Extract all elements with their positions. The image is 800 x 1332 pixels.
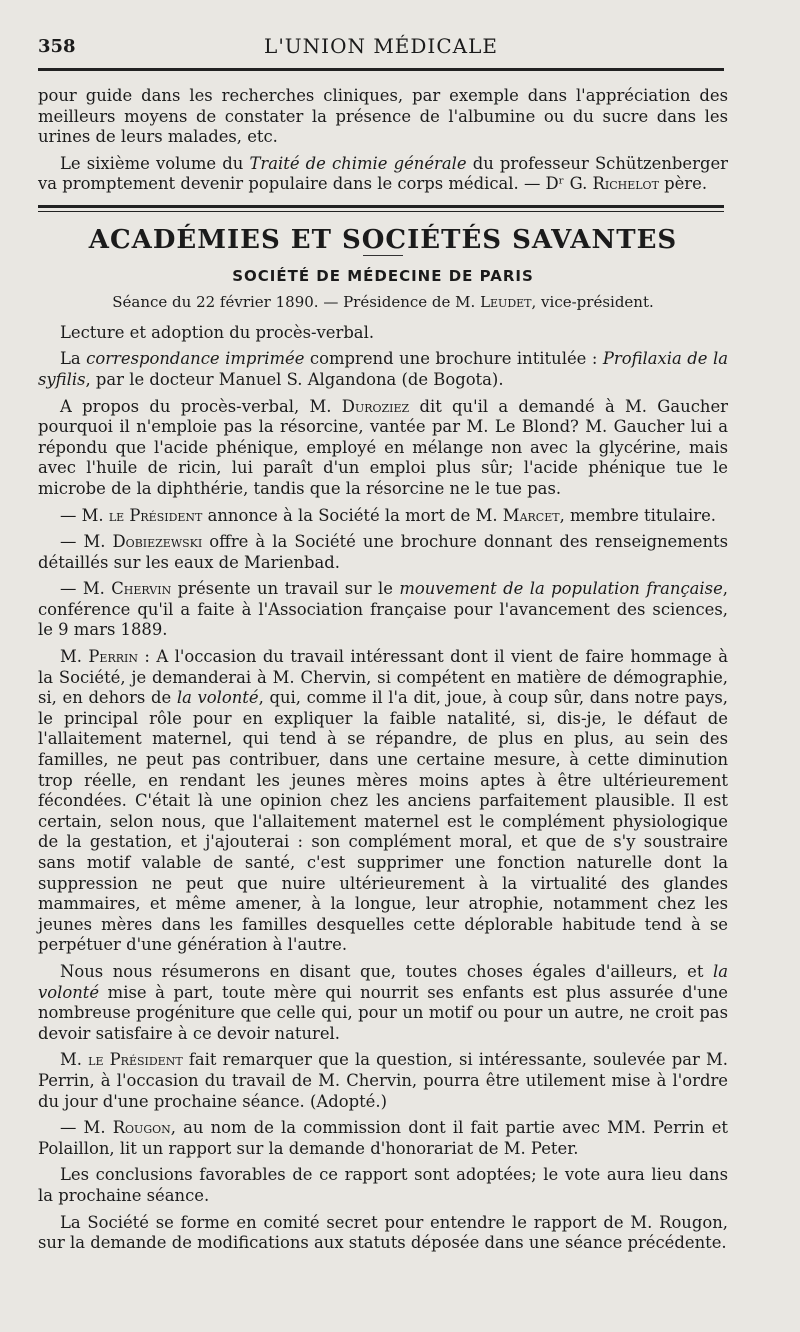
text-run: , par le docteur Manuel S. Algandona (de Bogota). xyxy=(85,369,504,389)
text-run: M. xyxy=(60,647,89,667)
text-run: du professeur Schützenberger va promptement devenir populaire dans le corps médical. — Dʳ G. xyxy=(38,153,728,194)
header-rule xyxy=(38,68,724,71)
page-number: 358 xyxy=(38,36,76,57)
page-header xyxy=(38,32,724,62)
text-run: dit qu'il a demandé à M. Gaucher pourquoi il n'emploie pas la résorcine, vantée par M. Le Blond? M. Gaucher lui a répondu que l'acide phénique, employé en mélange non avec la glycérine, mais avec l'huile de ricin, lui paraît d'un emploi plus sûr; l'acide phénique tue le microbe de la diphthérie, tandis que la résorcine ne le tue pas. xyxy=(38,396,728,498)
paragraph-marcet xyxy=(38,506,728,527)
page-body xyxy=(38,86,728,1260)
text-run: A propos du procès-verbal, M. xyxy=(60,396,342,416)
person-name: le Président xyxy=(108,505,203,525)
text-run: , conférence qu'il a faite à l'Association française pour l'avancement des sciences, le 9 mars 1889. xyxy=(38,579,729,640)
text-run: — M. xyxy=(60,1118,113,1138)
paragraph-chervin xyxy=(38,579,728,641)
text-run: , qui, comme il l'a dit, joue, à coup sûr, dans notre pays, le principal rôle pour en expliquer la faible natalité, si, dis-je, le défaut de l'allaitement maternel, qui tend à se répandre, de plus en plus, au sein des familles, ne peut pas contribuer, dans une certaine mesure, à cette diminution trop réelle, en rendant les jeunes mères moins aptes à être ultérieurement fécondées. C'était là une opinion chez les anciens parfaitement plausible. Il est certain, selon nous, que l'allaitement maternel est le complément physiologique de la gestation, et j'ajouterai : son complément moral, et que de s'y soustraire sans motif valable de santé, c'est supprimer une fonction naturelle dont la suppression ne peut que nuire ultérieurement à la virtualité des glandes mammaires, et même amener, à la longue, leur atrophie, notamment chez les jeunes mères dans les familles desquelles cette déplorable habitude tend à se perpétuer d'une génération à l'autre. xyxy=(38,688,729,955)
text-run: fait remarquer que la question, si intéressante, soulevée par M. Perrin, à l'occasion du travail de M. Chervin, pourra être utilement mise à l'ordre du jour d'une prochaine séance. (Adopté.) xyxy=(38,1050,729,1111)
intro-paragraph-1: pour guide dans les recherches cliniques, par exemple dans l'appréciation des meilleurs moyens de constater la présence de l'albumine ou du sucre dans les urines de leurs malades, etc. xyxy=(38,86,728,147)
paragraph-dobiezewski xyxy=(38,532,728,573)
person-name: le Président xyxy=(88,1050,183,1070)
person-name: Rougon xyxy=(112,1118,171,1138)
book-title: Traité de chimie générale xyxy=(249,153,467,173)
italic-run: mouvement de la population française xyxy=(399,579,723,599)
president-name: Leudet xyxy=(480,293,532,312)
text-run: Le sixième volume du xyxy=(60,153,250,173)
text-run: , au nom de la commission dont il fait partie avec MM. Perrin et Polaillon, lit un rapport sur la demande d'honorariat de M. Peter. xyxy=(38,1118,728,1158)
text-run: — M. xyxy=(60,579,112,599)
text-run: offre à la Société une brochure donnant des renseignements détaillés sur les eaux de Marienbad. xyxy=(38,532,729,572)
text-run: annonce à la Société la mort de M. xyxy=(202,505,503,525)
paragraph-correspondance xyxy=(38,349,728,390)
section-title: ACADÉMIES ET SOCIÉTÉS SAVANTES xyxy=(88,224,678,255)
author-name: Richelot xyxy=(592,174,659,194)
text-run: — M. xyxy=(60,505,109,525)
intro-paragraph-2 xyxy=(38,154,728,195)
person-name: Marcet xyxy=(502,505,560,525)
paragraph-resume xyxy=(38,962,728,1044)
paragraph-lecture: Lecture et adoption du procès-verbal. xyxy=(60,322,375,342)
seance-line xyxy=(38,292,728,313)
person-name: Chervin xyxy=(111,579,172,599)
text-run: , membre titulaire. xyxy=(559,505,717,525)
text-run: Nous nous résumerons en disant que, toutes choses égales d'ailleurs, et xyxy=(60,961,713,981)
person-name: Duroziez xyxy=(341,396,410,416)
italic-run: la volonté xyxy=(176,688,259,708)
text-run: La xyxy=(60,349,87,369)
text-run: : A l'occasion du travail intéressant dont il vient de faire hommage à la Société, je demanderai à M. Chervin, si compétent en matière de démographie, si, en dehors de xyxy=(38,647,728,708)
text-run: Séance du 22 février 1890. — Présidence de M. xyxy=(112,293,481,312)
section-divider xyxy=(38,205,724,212)
paragraph-comite: La Société se forme en comité secret pour entendre le rapport de M. Rougon, sur la demande de modifications aux statuts déposée dans une séance précédente. xyxy=(38,1212,728,1253)
person-name: Dobiezewski xyxy=(112,532,203,552)
italic-run: Profilaxia de la syfilis xyxy=(38,349,729,389)
text-run: présente un travail sur le xyxy=(171,579,400,599)
paragraph-perrin xyxy=(38,647,728,956)
text-run: , vice-président. xyxy=(531,293,654,312)
text-run: mise à part, toute mère qui nourrit ses enfants est plus assurée d'une nombreuse progéniture que celle qui, pour un motif ou pour un autre, ne croit pas devoir satisfaire à ce devoir naturel. xyxy=(38,982,728,1043)
text-run: père. xyxy=(658,174,708,194)
paragraph-president xyxy=(38,1050,728,1112)
text-run: M. xyxy=(60,1050,89,1070)
paragraph-conclusions: Les conclusions favorables de ce rapport sont adoptées; le vote aura lieu dans la prochaine séance. xyxy=(38,1165,728,1205)
running-title: L'UNION MÉDICALE xyxy=(264,34,498,58)
person-name: Perrin xyxy=(88,647,138,667)
text-run: — M. xyxy=(60,532,113,552)
paragraph-duroziez xyxy=(38,397,728,500)
italic-run: correspondance imprimée xyxy=(86,349,305,369)
italic-run: la volonté xyxy=(38,961,728,1002)
text-run: comprend une brochure intitulée : xyxy=(304,349,603,369)
paragraph-rougon xyxy=(38,1118,728,1159)
society-title: SOCIÉTÉ DE MÉDECINE DE PARIS xyxy=(232,266,534,285)
